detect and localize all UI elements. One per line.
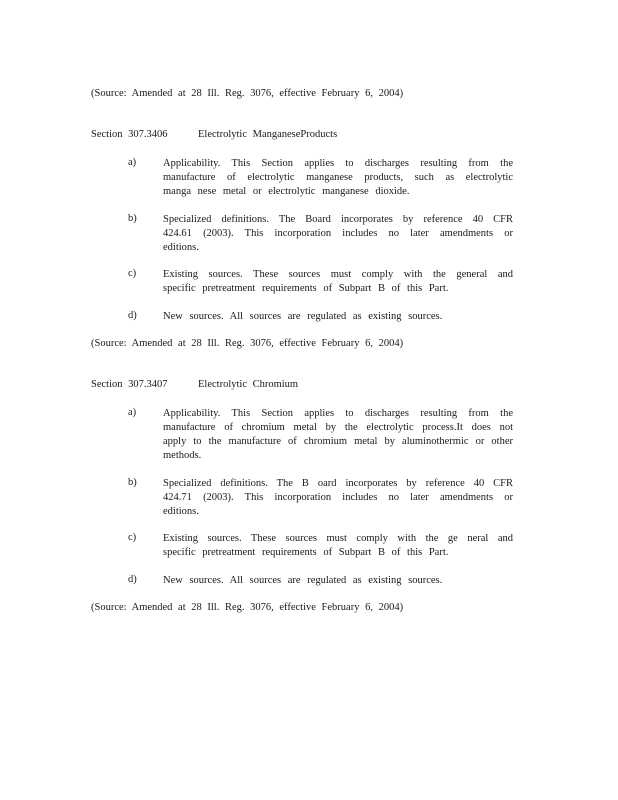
item-label: b) [128, 477, 137, 488]
item-label: c) [128, 268, 137, 279]
item-label: d) [128, 310, 137, 321]
item-label: a) [128, 157, 137, 168]
item-text: Existing sources. These sources must comply with the ge neral and specific pretreatment requirements of Subpart B of this Part. [163, 533, 513, 558]
item-text: Existing sources. These sources must comply with the general and specific pretreatment requirements of Subpart B of this Part. [163, 269, 513, 294]
item-text: New sources. All sources are regulated as existing sources. [163, 311, 443, 322]
item-label: c) [128, 532, 137, 543]
section-title: Electrolytic ManganeseProducts [198, 129, 338, 140]
item-text: Specialized definitions. The Board incorporates by reference 40 CFR 424.61 (2003). This incorporation includes no later amendments or editions. [163, 214, 513, 253]
section-title: Electrolytic Chromium [198, 379, 299, 390]
item-text: Applicability. This Section applies to discharges resulting from the manufacture of electrolytic manganese products, such as electrolytic manga nese metal or electrolytic manganese dioxide. [163, 158, 513, 197]
item-text: Applicability. This Section applies to discharges resulting from the manufacture of chromium metal by the electrolytic process.It does not apply to the manufacture of chromium metal by aluminothermic or other methods. [163, 408, 513, 461]
source-note-top: (Source: Amended at 28 Ill. Reg. 3076, effective February 6, 2004) [91, 88, 404, 99]
section-number: Section 307.3406 [91, 129, 168, 140]
item-label: a) [128, 407, 137, 418]
source-note: (Source: Amended at 28 Ill. Reg. 3076, effective February 6, 2004) [91, 602, 404, 613]
item-label: d) [128, 574, 137, 585]
source-note: (Source: Amended at 28 Ill. Reg. 3076, effective February 6, 2004) [91, 338, 404, 349]
item-label: b) [128, 213, 137, 224]
section-number: Section 307.3407 [91, 379, 168, 390]
item-text: New sources. All sources are regulated as existing sources. [163, 575, 443, 586]
item-text: Specialized definitions. The B oard incorporates by reference 40 CFR 424.71 (2003). This incorporation includes no later amendments or editions. [163, 478, 513, 517]
